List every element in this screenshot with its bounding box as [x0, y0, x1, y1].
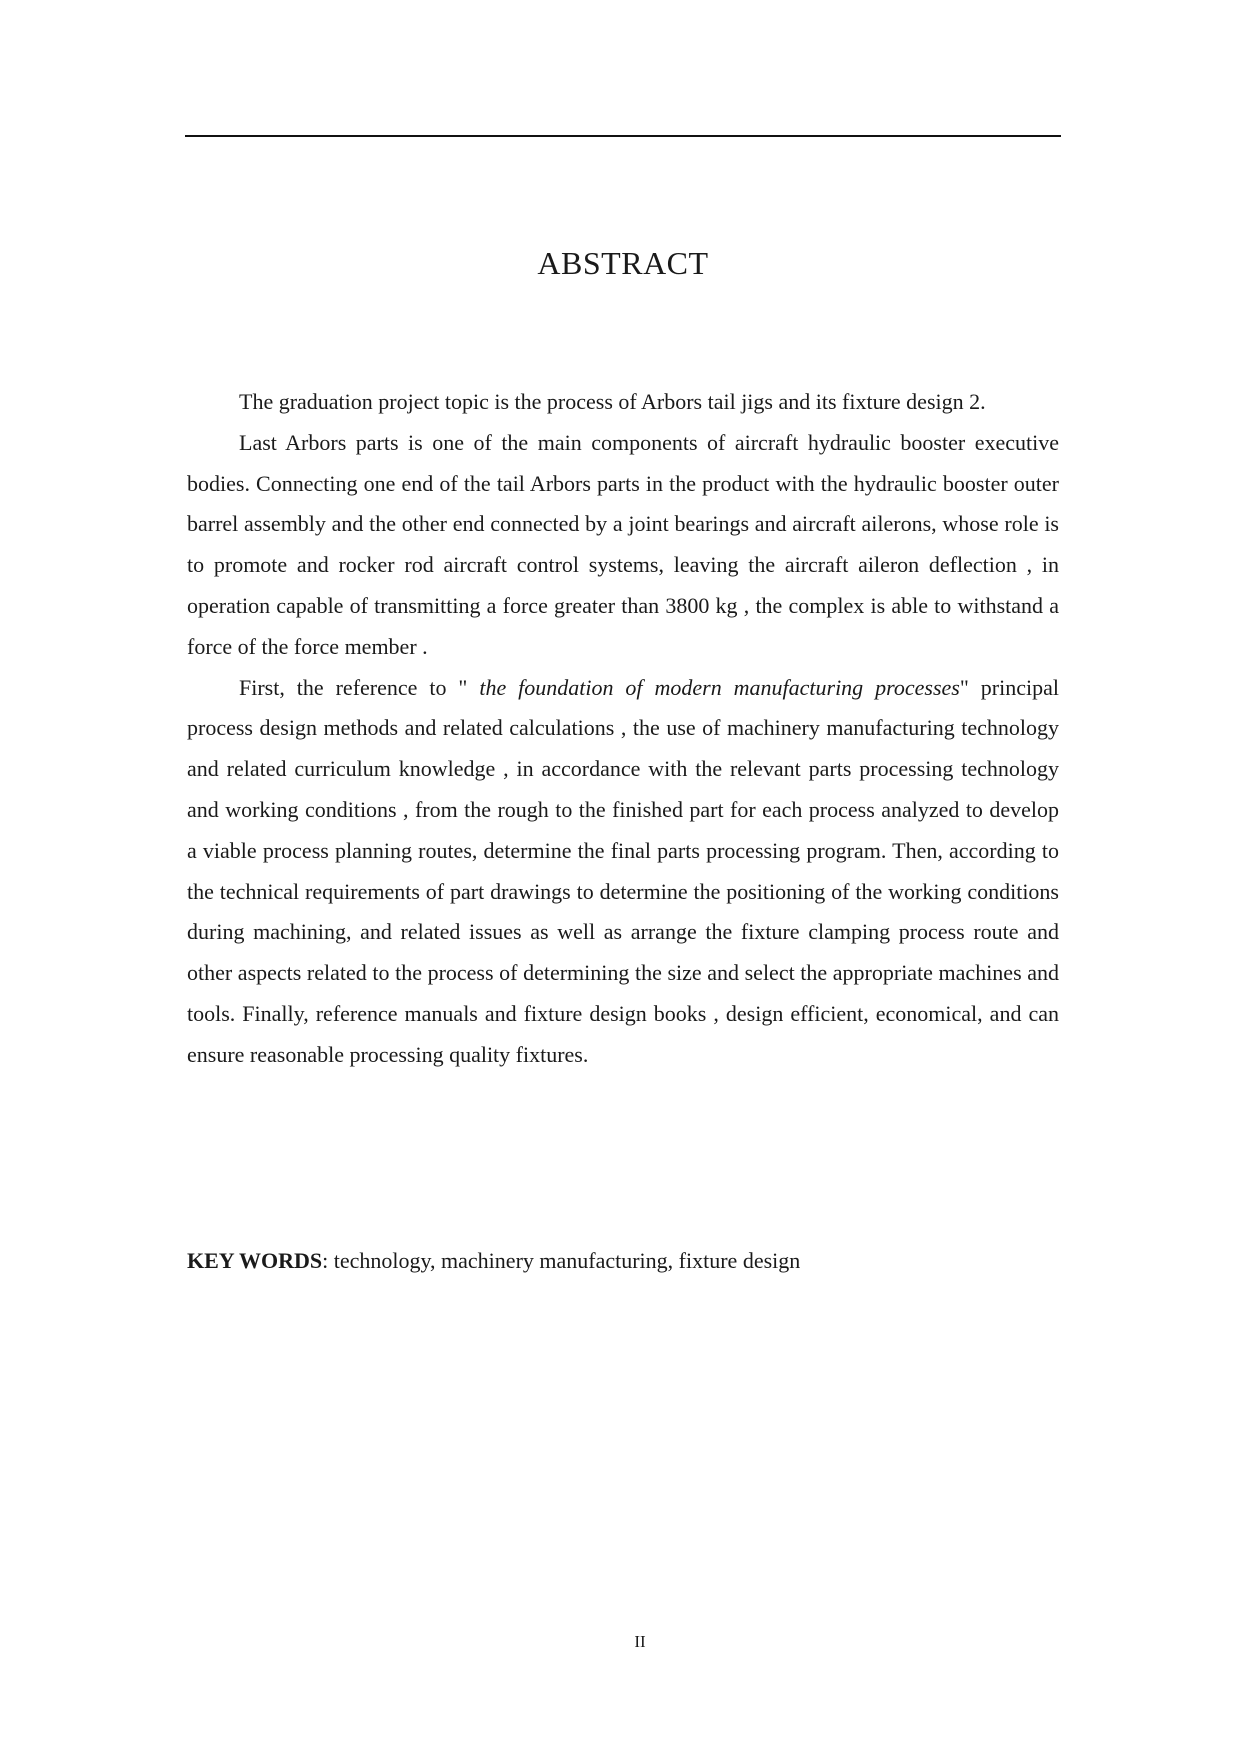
- keywords-line: [187, 1244, 1059, 1278]
- abstract-paragraph-3: [187, 668, 1059, 1076]
- header-rule: [185, 135, 1061, 137]
- page-title: ABSTRACT: [537, 245, 709, 281]
- keywords-separator: :: [322, 1248, 334, 1273]
- abstract-paragraph-1: The graduation project topic is the process of Arbors tail jigs and its fixture design 2.: [239, 389, 986, 414]
- cited-book-title: the foundation of modern manufacturing processes: [479, 674, 960, 700]
- page-number: II: [634, 1632, 646, 1651]
- paragraph-3-lead: First, the reference to ": [239, 674, 480, 700]
- abstract-body: [187, 382, 1059, 1076]
- keywords-label: KEY WORDS: [187, 1248, 323, 1273]
- paragraph-3-rest: " principal process design methods and related calculations , the use of machinery manufacturing technology and related curriculum knowledge , in accordance with the relevant parts processing technology and working conditions , from the rough to the finished part for each process analyzed to develop a viable process planning routes, determine the final parts processing program. Then, according to the technical requirements of part drawings to determine the positioning of the working conditions during machining, and related issues as well as arrange the fixture clamping process route and other aspects related to the process of determining the size and select the appropriate machines and tools. Finally, reference manuals and fixture design books , design efficient, economical, and can ensure reasonable processing quality fixtures.: [187, 674, 1059, 1067]
- keywords-text: technology, machinery manufacturing, fixture design: [333, 1248, 801, 1273]
- abstract-paragraph-2: Last Arbors parts is one of the main components of aircraft hydraulic booster executive bodies. Connecting one end of the tail Arbors parts in the product with the hydraulic booster outer barrel assembly and the other end connected by a joint bearings and aircraft ailerons, whose role is to promote and rocker rod aircraft control systems, leaving the aircraft aileron deflection , in operation capable of transmitting a force greater than 3800 kg , the complex is able to withstand a force of the force member .: [187, 429, 1059, 659]
